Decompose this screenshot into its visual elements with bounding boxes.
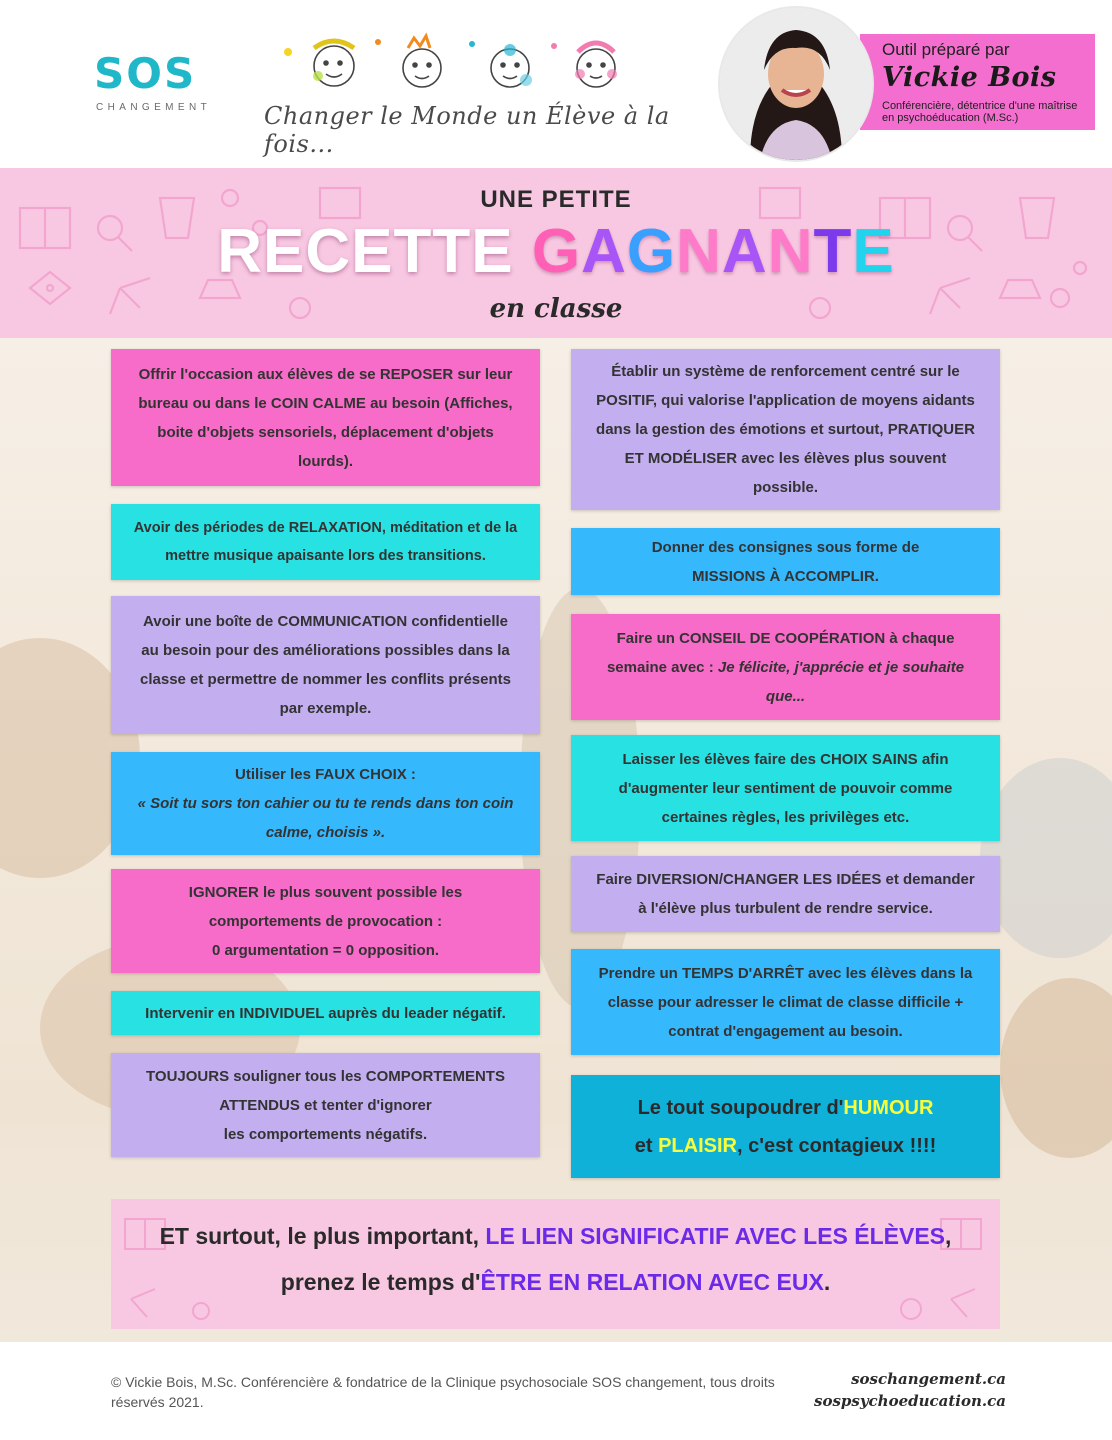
banner-letter: G <box>626 217 677 286</box>
tip-text: Laisser les élèves faire des CHOIX SAINS afin d'augmenter leur sentiment de pouvoir comme certaines règles, les privilèges etc. <box>618 750 953 826</box>
tip-line: Donner des consignes sous forme de <box>651 538 920 556</box>
tip-text: Prendre un TEMPS D'ARRÊT avec les élèves dans la classe pour adresser le climat de classe difficile + contrat d'engagement au besoin. <box>598 964 973 1040</box>
banner-letter: T <box>813 217 853 286</box>
bottom-text: prenez le temps d' <box>280 1269 481 1295</box>
bottom-line-2 <box>111 1269 1000 1296</box>
banner-main-title <box>0 212 1112 292</box>
title-banner <box>0 168 1112 338</box>
tip-text: Offrir l'occasion aux élèves de se REPOSER sur leur bureau ou dans le COIN CALME au besoin (Affiches, boite d'objets sensoriels, déplacement d'objets lourds). <box>138 365 513 470</box>
final-highlight-plaisir: PLAISIR <box>658 1134 737 1157</box>
banner-letter: A <box>721 217 768 286</box>
portrait-photo-icon <box>720 8 872 160</box>
author-title: Conférencière, détentrice d'une maîtrise en psychoéducation (M.Sc.) <box>882 100 1078 124</box>
website-link-soschangement[interactable]: soschangement.ca <box>851 1370 1006 1388</box>
tip-humour <box>571 1075 1000 1178</box>
tip-text <box>133 878 518 965</box>
tip-text: Établir un système de renforcement centré sur le POSITIF, qui valorise l'application de moyens aidants dans la gestion des émotions et surtout, PRATIQUER ET MODÉLISER avec les élèves plus souvent possible. <box>596 363 975 496</box>
tip-diversion <box>571 856 1000 932</box>
banner-letter: N <box>767 217 814 286</box>
tip-text <box>593 624 978 711</box>
tip-quote: « Soit tu sors ton cahier ou tu te rends dans ton coin calme, choisis ». <box>137 795 514 841</box>
tip-relaxation <box>111 504 540 580</box>
author-intro: Outil préparé par <box>882 40 1010 59</box>
author-box <box>860 34 1095 130</box>
website-link-sospsychoeducation[interactable]: sospsychoeducation.ca <box>814 1392 1006 1410</box>
tip-line: Utiliser les FAUX CHOIX : <box>235 766 416 783</box>
tip-ignorer <box>111 869 540 973</box>
banner-letter: G <box>531 217 582 286</box>
tip-text: Avoir des périodes de RELAXATION, méditation et de la mettre musique apaisante lors des transitions. <box>133 520 518 564</box>
bottom-highlight: ÊTRE EN RELATION AVEC EUX <box>480 1269 824 1295</box>
final-part: , c'est contagieux !!!! <box>737 1134 937 1157</box>
tip-line: IGNORER le plus souvent possible les comportements de provocation : <box>188 883 463 930</box>
tip-quote: Je félicite, j'apprécie et je souhaite que... <box>717 658 965 705</box>
tip-repos <box>111 349 540 486</box>
logo-main-text: SOS <box>94 49 197 98</box>
tip-line: Faire un CONSEIL DE COOPÉRATION à chaque semaine avec : <box>606 629 955 676</box>
tip-missions <box>571 528 1000 595</box>
author-name: Vickie Bois <box>882 62 1057 93</box>
final-part: Le tout soupoudrer d' <box>637 1096 844 1119</box>
school-pattern-icon <box>111 1199 1000 1329</box>
tip-choix-sains <box>571 735 1000 841</box>
children-faces-icon <box>274 30 694 100</box>
tip-text <box>635 1089 936 1165</box>
tip-individuel <box>111 991 540 1035</box>
final-highlight-humour: HUMOUR <box>843 1096 934 1119</box>
tip-renforcement <box>571 349 1000 510</box>
copyright-text: © Vickie Bois, M.Sc. Conférencière & fondatrice de la Clinique psychosociale SOS changement, tous droits réservés 2021. <box>111 1374 775 1410</box>
tip-temps-arret <box>571 949 1000 1055</box>
tip-line: MISSIONS À ACCOMPLIR. <box>692 567 879 585</box>
tip-conseil <box>571 614 1000 720</box>
logo-sub-text: CHANGEMENT <box>96 102 212 113</box>
tip-line: les comportements négatifs. <box>223 1125 428 1143</box>
tip-text <box>133 1062 518 1149</box>
tip-text: Faire DIVERSION/CHANGER LES IDÉES et demander à l'élève plus turbulent de rendre service. <box>596 871 975 917</box>
banner-letter: N <box>676 217 722 286</box>
kids-illustration <box>264 30 694 158</box>
tip-text <box>133 760 518 847</box>
bottom-text: ET surtout, le plus important, <box>159 1223 486 1249</box>
bottom-line-1 <box>111 1223 1000 1250</box>
tip-text: Avoir une boîte de COMMUNICATION confidentielle au besoin pour des améliorations possibles dans la classe et permettre de nommer les conflits présents par exemple. <box>140 613 511 717</box>
tip-line: 0 argumentation = 0 opposition. <box>211 941 440 959</box>
banner-title-part-1: RECETTE <box>217 217 514 286</box>
banner-letter: E <box>852 217 895 286</box>
banner-title-part-2 <box>532 217 895 286</box>
banner-letter: A <box>581 217 627 286</box>
tip-toujours <box>111 1053 540 1157</box>
tip-communication <box>111 596 540 734</box>
sos-changement-logo <box>94 49 218 122</box>
final-part: et <box>634 1134 659 1157</box>
bottom-highlight: LE LIEN SIGNIFICATIF AVEC LES ÉLÈVES <box>485 1223 946 1249</box>
author-portrait <box>718 6 874 162</box>
banner-script-subtitle: en classe <box>489 294 623 324</box>
footer <box>0 1342 1112 1440</box>
background-shape <box>1000 978 1112 1158</box>
bottom-text: , <box>945 1223 952 1249</box>
tip-text <box>652 533 920 591</box>
slogan-text: Changer le Monde un Élève à la fois... <box>264 102 670 158</box>
tip-faux-choix <box>111 752 540 855</box>
bottom-banner <box>111 1199 1000 1329</box>
bottom-text: . <box>823 1269 831 1295</box>
tip-text: Intervenir en INDIVIDUEL auprès du leader négatif. <box>145 1004 506 1022</box>
header <box>0 0 1112 168</box>
tip-line: TOUJOURS souligner tous les COMPORTEMENTS ATTENDUS et tenter d'ignorer <box>146 1067 505 1114</box>
banner-small-title: UNE PETITE <box>480 186 632 213</box>
